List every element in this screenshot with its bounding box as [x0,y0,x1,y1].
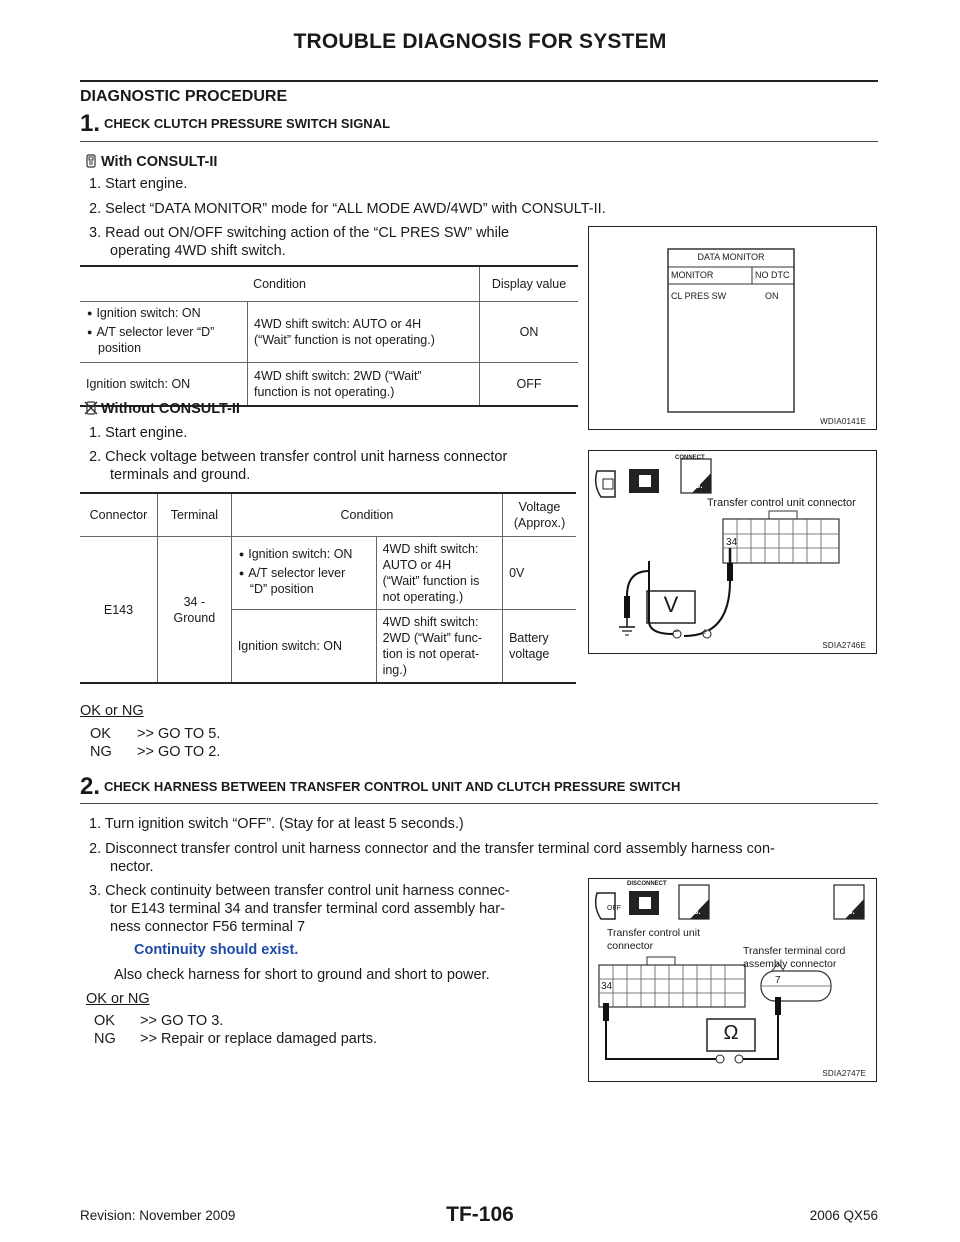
footer-revision: Revision: November 2009 [80,1208,236,1223]
table2-connector: E143 [80,537,157,684]
consult-icon [84,154,98,168]
step2-rule [80,803,878,804]
step2-spec: Continuity should exist. [134,942,299,958]
figure-voltage-check [588,450,877,654]
table1-row1-cond: 4WD shift switch: AUTO or 4H (“Wait” function is not operating.) [248,302,480,363]
step1-heading [80,110,390,138]
footer-page-number: TF-106 [446,1203,514,1226]
step2-item-2b: nector. [110,859,154,875]
step2-okng: OK or NG [86,991,150,1007]
fig3-off-label: OFF [607,905,621,912]
step1-without-item-2b: terminals and ground. [110,467,251,483]
fig1-col-nodtc: NO DTC [755,270,790,280]
step1-title: CHECK CLUTCH PRESSURE SWITCH SIGNAL [104,116,391,131]
step2-title: CHECK HARNESS BETWEEN TRANSFER CONTROL UNIT AND CLUTCH PRESSURE SWITCH [104,779,681,794]
step1-ng: NG [90,744,112,760]
without-consult-heading [84,401,240,417]
table1-header-display: Display value [480,266,579,302]
fig2-plus: + [702,627,708,638]
step1-with-item-2: 2. Select “DATA MONITOR” mode for “ALL MODE AWD/4WD” with CONSULT-II. [89,201,606,217]
header-rule [80,80,878,82]
fig3-code: SDIA2747E [822,1069,866,1078]
table2-row1-cond: 4WD shift switch: AUTO or 4H (“Wait” function is not operating.) [376,537,503,610]
step2-ok: OK [94,1013,115,1029]
step2-ok-action: >> GO TO 3. [140,1013,224,1029]
fig2-code: SDIA2746E [822,641,866,650]
with-consult-label: With CONSULT-II [101,154,218,170]
table2-terminal: 34 - Ground [157,537,231,684]
fig2-connector-label: Transfer control unit connector [707,497,856,509]
step2-ng-action: >> Repair or replace damaged parts. [140,1031,377,1047]
fig2-hs-icon: H.S. [687,481,703,490]
fig3-hs-icon: H.S. [685,907,701,916]
table2-row1-value: 0V [503,537,576,610]
step2-item-3b: tor E143 terminal 34 and transfer terminal cord assembly har- [110,901,505,917]
fig3-pin-7: 7 [775,975,781,986]
step1-ok: OK [90,726,111,742]
figure-continuity-check [588,878,877,1082]
table2-row1-bullet-2: ● A/T selector lever “D” position [250,565,370,597]
step1-with-item-3: 3. Read out ON/OFF switching action of the “CL PRES SW” while [89,225,510,241]
voltage-check-drawing [589,451,876,653]
table2-row1-bullet-1: ● Ignition switch: ON [250,546,370,562]
step1-number: 1. [80,110,101,137]
table1-row2-cond: 4WD shift switch: 2WD (“Wait” function is not operating.) [248,363,480,407]
table2-row2-value: Battery voltage [503,610,576,684]
table2-header-connector: Connector [80,493,157,537]
step2-number: 2. [80,773,101,800]
table1-row1-value: ON [480,302,579,363]
fig2-connect-icon: CONNECT [675,455,705,461]
step2-item-3: 3. Check continuity between transfer control unit harness connec- [89,883,510,899]
fig1-col-monitor: MONITOR [671,270,714,280]
table1-row1-bullet-1: ● Ignition switch: ON [98,305,241,321]
step1-rule [80,141,878,142]
fig1-panel-title: DATA MONITOR [697,252,765,262]
table1-header-condition: Condition [80,266,480,302]
no-consult-icon [84,401,98,415]
fig3-pin-34: 34 [601,981,613,992]
fig3-ts-icon: T.S. [841,907,855,916]
fig1-row-label: CL PRES SW [671,291,727,301]
table1-row2-value: OFF [480,363,579,407]
step2-item-1: 1. Turn ignition switch “OFF”. (Stay for at least 5 seconds.) [89,816,464,832]
table1-row2-left: Ignition switch: ON [80,363,248,407]
step1-okng: OK or NG [80,703,144,719]
step2-item-3c: ness connector F56 terminal 7 [110,919,306,935]
table1-row1-left [80,302,248,363]
with-consult-heading [84,154,217,170]
fig2-meter-v: V [663,592,679,617]
fig3-label-tcu: Transfer control unit connector [607,927,700,952]
step2-ng: NG [94,1031,116,1047]
step2-also: Also check harness for short to ground and short to power. [114,967,490,983]
footer-model: 2006 QX56 [809,1208,878,1223]
fig1-code: WDIA0141E [820,417,866,426]
step1-with-item-1: 1. Start engine. [89,176,188,192]
fig2-pin-34: 34 [726,537,738,548]
fig2-minus: − [673,627,679,638]
table-clutch-monitor [80,265,578,407]
step2-item-2: 2. Disconnect transfer control unit harness connector and the transfer terminal cord assembly harness con- [89,841,775,857]
step2-heading [80,773,680,801]
table2-header-condition: Condition [231,493,502,537]
continuity-check-drawing [589,879,876,1081]
table2-header-terminal: Terminal [157,493,231,537]
section-title: DIAGNOSTIC PROCEDURE [80,88,288,105]
table2-row2-left: Ignition switch: ON [231,610,376,684]
figure-data-monitor [588,226,877,430]
step1-without-item-2: 2. Check voltage between transfer control unit harness connector [89,449,508,465]
fig3-label-cord: Transfer terminal cord assembly connector [743,945,846,970]
step1-ng-action: >> GO TO 2. [137,744,221,760]
table-voltage-check [80,492,576,684]
fig3-meter-ohm: Ω [723,1022,739,1044]
page-header-title: TROUBLE DIAGNOSIS FOR SYSTEM [293,30,667,53]
table2-header-voltage: Voltage (Approx.) [503,493,576,537]
step1-without-item-1: 1. Start engine. [89,425,188,441]
table1-row1-bullet-2: ● A/T selector lever “D” position [98,324,241,356]
table2-row2-cond: 4WD shift switch: 2WD (“Wait” func- tion is not operat- ing.) [376,610,503,684]
table2-row1-left [231,537,376,610]
without-consult-label: Without CONSULT-II [101,401,240,417]
fig1-row-value: ON [765,291,779,301]
fig3-disconnect-icon: DISCONNECT [627,881,667,887]
step1-ok-action: >> GO TO 5. [137,726,221,742]
step1-with-item-3b: operating 4WD shift switch. [110,243,286,259]
